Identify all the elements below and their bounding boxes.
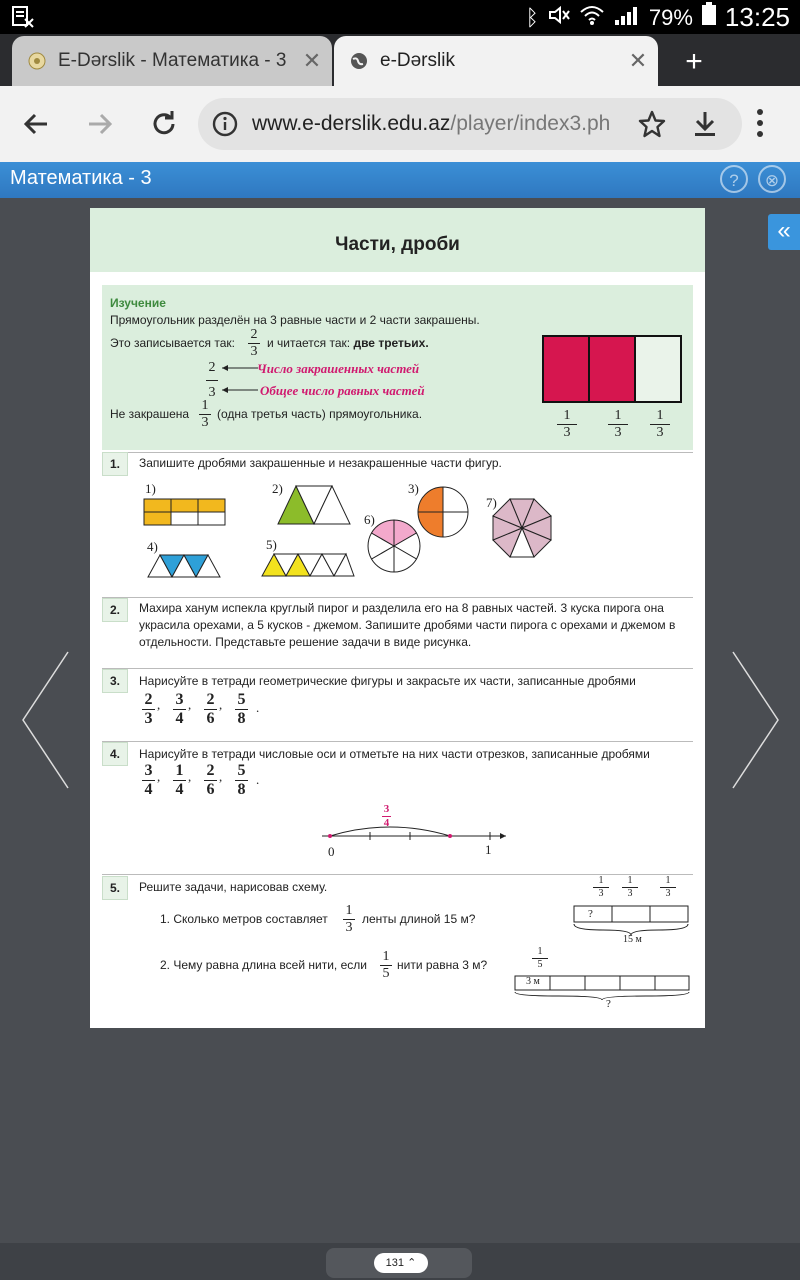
question-2b: нити равна 3 м?	[397, 958, 488, 972]
scheme-fraction: 1 3	[622, 876, 638, 899]
thirds-label: 1 3	[557, 409, 577, 440]
mute-icon	[547, 2, 571, 33]
study-line-1: Прямоугольник разделён на 3 равные части и 2 части закрашены.	[110, 313, 480, 327]
scheme-fraction: 1 5	[532, 947, 548, 970]
figure-label: 1)	[145, 481, 156, 496]
figure-label: 2)	[272, 481, 283, 496]
scheme-fraction: 1 3	[593, 876, 609, 899]
app-title: Математика - 3	[10, 167, 152, 189]
axis-zero-label: 0	[328, 844, 335, 859]
tab-edərslik[interactable]	[334, 36, 658, 86]
question-2a: 2. Чему равна длина всей нити, если	[160, 958, 367, 972]
back-arrow-icon[interactable]	[18, 106, 54, 142]
task-1-text: Запишите дробями закрашенные и незакрашенные части фигур.	[139, 456, 502, 470]
numerator: 2	[208, 360, 216, 375]
page-header	[90, 208, 705, 272]
task-number: 5.	[102, 876, 128, 900]
battery-icon	[701, 2, 717, 33]
url-text	[252, 112, 610, 136]
fraction: 1 4	[173, 763, 186, 798]
battery-percent: 79%	[648, 4, 693, 30]
fraction-diagram	[206, 361, 218, 400]
axis-mark-fraction: 3 4	[383, 803, 390, 829]
star-bookmark-icon[interactable]	[638, 110, 666, 143]
fraction: 2 6	[204, 692, 217, 727]
figure-label: 7)	[486, 495, 497, 510]
question-1b: ленты длиной 15 м?	[362, 912, 476, 926]
scheme-fraction: 1 3	[660, 876, 676, 899]
scheme-2-tape	[514, 972, 692, 1000]
url-host: www.e-derslik.edu.az	[252, 112, 451, 135]
forward-arrow-icon[interactable]	[82, 106, 118, 142]
denominator: 3	[201, 415, 209, 430]
page-navigator[interactable]	[326, 1248, 472, 1278]
wifi-icon	[579, 2, 605, 33]
app-header	[0, 162, 800, 198]
fraction: 2 6	[204, 763, 217, 798]
close-button[interactable]: ⊗	[758, 165, 786, 193]
status-bar	[0, 0, 800, 34]
question-1a: 1. Сколько метров составляет	[160, 912, 328, 926]
site-favicon-icon	[26, 50, 48, 72]
task-number: 1.	[102, 452, 128, 476]
denominator: 3	[250, 344, 258, 359]
study-line-2b	[267, 336, 429, 350]
page-number-button[interactable]: 131 ⌃	[374, 1253, 428, 1273]
previous-page-arrow-icon[interactable]	[20, 650, 72, 795]
pointer-arrows	[218, 361, 262, 397]
figure-label: 4)	[147, 539, 158, 554]
numerator: 1	[201, 398, 209, 413]
address-bar[interactable]	[198, 98, 742, 150]
figure-label: 5)	[266, 537, 277, 552]
thirds-label: 1 3	[650, 409, 670, 440]
study-line-3b: (одна третья часть) прямоугольника.	[217, 407, 423, 421]
numerator-label: Число закрашенных частей	[257, 361, 420, 376]
tab-strip	[0, 34, 800, 86]
denominator-label: Общее число равных частей	[260, 383, 425, 398]
fraction: 5 8	[235, 763, 248, 798]
textbook-page: Части, дроби Изучение Прямоугольник разделён на 3 равные части и 2 части закрашены. Это записывается так: 2 3 и читается так: две третьих. 2 3 Число закрашенных частей Общее число равных частей Не закрашена 1 3 (одна третья часть) прямоугольника. 1 3 1 3 1 3 1. Запишите дробями закрашенные и незакрашенные части фигур. 1) 2) 3) 7) 6) 4) 5) 2. Махира ханум испекла круглый пирог и разделила его на 8 равных частей. 3 куска пирога она украсила орехами, а 5 кусков - джемом. Запишите дробями части пирога с орехами и джемом в отдельности. Представьте решение задачи в виде рисунка. 3. Нарисуйте в тетради геометрические фигуры и закрасьте их части, записанные дробями 2 3 , 3 4 , 2 6 , 5 8 . 4. Нарисуйте в тетради числовые оси и отметьте на них части отрезков, записанные дробями 3 4 , 1 4 , 2 6 , 5 8 . 3 4 0 1 5. Решите задачи, нарисовав схему. 1. Сколько метров составляет 1 3 ленты длиной 15 м? 2. Чему равна длина всей нити, если 1 5 нити равна 3 м? 1 3 1 3 1 3 ? 15 м 1 5 3 м ?	[90, 208, 705, 1028]
figure-label: 6)	[364, 512, 375, 527]
fraction-1-3: 1 3	[343, 904, 355, 935]
expand-sidebar-button[interactable]: «	[768, 214, 800, 250]
page-title: Части, дроби	[335, 234, 460, 255]
notification-icon	[12, 6, 34, 33]
tab-title: e-Dərslik	[380, 50, 455, 71]
figure-1-rectangle	[143, 498, 227, 528]
reads-as: и читается так:	[267, 336, 351, 350]
more-options-icon[interactable]	[756, 108, 764, 143]
fraction: 2 3	[142, 692, 155, 727]
signal-icon	[613, 2, 641, 33]
denominator: 3	[208, 385, 216, 400]
globe-icon	[348, 50, 370, 72]
divided-rectangle	[542, 335, 684, 403]
tab-edərslik-math[interactable]	[12, 36, 332, 86]
axis-one-label: 1	[485, 842, 492, 857]
study-heading: Изучение	[110, 296, 166, 310]
figure-label: 3)	[408, 481, 419, 496]
scheme-2-question: ?	[606, 998, 611, 1010]
new-tab-icon[interactable]: +	[685, 45, 703, 78]
toolbar	[0, 86, 800, 162]
reads-as-bold: две третьих.	[353, 336, 429, 350]
close-tab-icon[interactable]: ✕	[302, 48, 322, 73]
task-2-text: Махира ханум испекла круглый пирог и разделила его на 8 равных частей. 3 куска пирога она украсила орехами, а 5 кусков - джемом. Запишите дробями части пирога с орехами и джемом в отдельности. Представьте решение задачи в виде рисунка.	[139, 601, 676, 649]
study-line-3a: Не закрашена	[110, 407, 190, 421]
close-tab-icon[interactable]: ✕	[628, 48, 648, 73]
fraction-2-3	[248, 328, 260, 359]
thirds-label: 1 3	[608, 409, 628, 440]
scheme-1-total: 15 м	[623, 934, 642, 945]
next-page-arrow-icon[interactable]	[730, 650, 782, 795]
figure-3-circle	[416, 485, 470, 539]
help-button[interactable]: ?	[720, 165, 748, 193]
task-3-text: Нарисуйте в тетради геометрические фигуры и закрасьте их части, записанные дробями	[139, 674, 636, 688]
fraction: 3 4	[173, 692, 186, 727]
numerator: 2	[250, 327, 258, 342]
info-icon[interactable]	[212, 111, 238, 142]
fraction-1-5: 1 5	[380, 950, 392, 981]
url-path: /player/index3.ph	[450, 112, 611, 135]
figure-2-triangles	[276, 484, 354, 526]
figure-7-octagon	[490, 496, 554, 560]
figure-5-triangles	[260, 552, 356, 578]
figure-4-triangles	[146, 553, 224, 579]
fraction: 5 8	[235, 692, 248, 727]
study-box	[102, 285, 693, 450]
scheme-1-question: ?	[588, 908, 593, 920]
tab-title: E-Dərslik - Математика - 3	[58, 50, 287, 71]
download-icon[interactable]	[692, 110, 718, 143]
fraction: 3 4	[142, 763, 155, 798]
fraction-1-3	[199, 399, 211, 430]
task-number: 4.	[102, 742, 128, 766]
reload-icon[interactable]	[146, 106, 182, 142]
task-5-text: Решите задачи, нарисовав схему.	[139, 880, 328, 894]
figure-6-circle	[366, 518, 422, 574]
task-number: 2.	[102, 598, 128, 622]
study-line-2a: Это записывается так:	[110, 336, 235, 350]
task-4-text: Нарисуйте в тетради числовые оси и отметьте на них части отрезков, записанные дробями	[139, 747, 650, 761]
bluetooth-icon: ᛒ	[525, 4, 539, 30]
task-number: 3.	[102, 669, 128, 693]
clock: 13:25	[724, 2, 790, 32]
scheme-2-part: 3 м	[526, 976, 540, 987]
